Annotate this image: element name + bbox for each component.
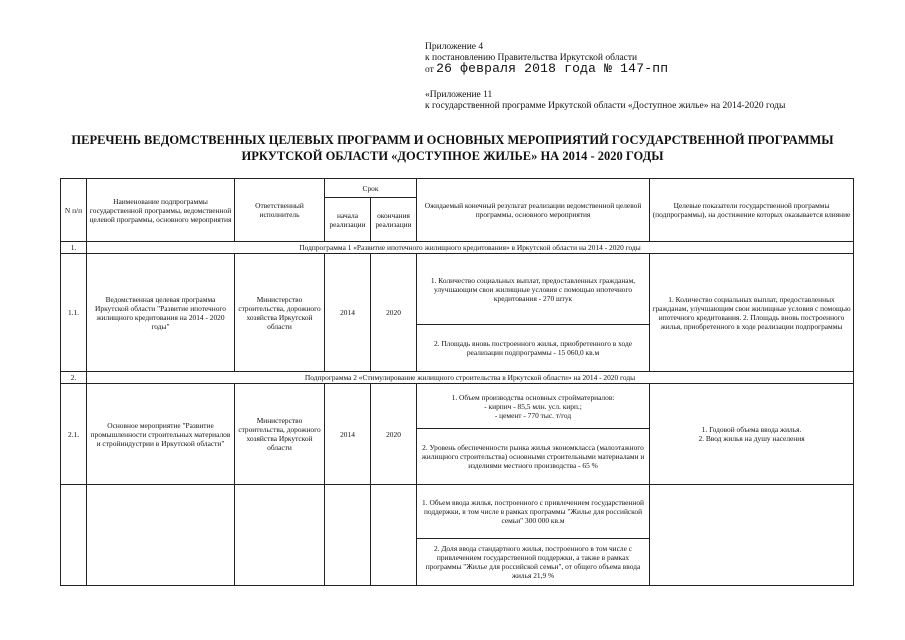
row-result-2: 2. Уровень обеспеченности рынка жилья экономкласса (малоэтажного жилищного строительства) основными строительными материалами и изделиями местного производства - 65 %: [417, 429, 650, 485]
row-executor: Министерство строительства, дорожного хозяйства Иркутской области: [235, 384, 325, 485]
row-indicators: [650, 384, 854, 485]
row-end: [371, 485, 417, 586]
row-indicators: 1. Количество социальных выплат, предоставленных гражданам, улучшающим свои жилищные условия с помощью ипотечного кредитования. 2. Площадь вновь построенного жилья, приобретенного в ходе реализации подпрограммы: [650, 254, 854, 372]
table-row: [61, 384, 854, 429]
row-executor: [235, 485, 325, 586]
header-start: начала реализации: [325, 198, 371, 242]
row-name: Основное мероприятие "Развитие промышленности строительных материалов и стройиндустрии в Иркутской области": [87, 384, 235, 485]
header-term: Срок: [325, 179, 417, 198]
resolution-ref: к постановлению Правительства Иркутской области: [425, 53, 638, 63]
row-start: [325, 485, 371, 586]
row-executor: Министерство строительства, дорожного хозяйства Иркутской области: [235, 254, 325, 372]
result-brick: - кирпич - 85,5 млн. усл. кирп.;: [484, 401, 582, 411]
row-start: 2014: [325, 254, 371, 372]
section-title: Подпрограмма 2 «Стимулирование жилищного строительства в Иркутской области» на 2014 - 2020 годы: [87, 372, 854, 384]
section-num: 1.: [61, 242, 87, 254]
date-number: 26 февраля 2018 года № 147-пп: [436, 61, 669, 76]
header-end: окончания реализации: [371, 198, 417, 242]
result-cement: - цемент - 770 тыс. т/год: [494, 410, 572, 420]
row-result-1: [417, 384, 650, 429]
appendix-label: Приложение 4: [425, 42, 484, 52]
row-name: Ведомственная целевая программа Иркутской области "Развитие ипотечного жилищного кредитования на 2014 - 2020 годы": [87, 254, 235, 372]
indicator-2: 2. Ввод жилья на душу населения: [698, 434, 805, 443]
table-row: [61, 485, 854, 539]
row-name: [87, 485, 235, 586]
row-start: 2014: [325, 384, 371, 485]
section-title: Подпрограмма 1 «Развитие ипотечного жилищного кредитования» в Иркутской области на 2014 - 2020 годы: [87, 242, 854, 254]
prior-appendix-label: «Приложение 11: [425, 90, 493, 100]
section-row-2: [61, 372, 854, 384]
header-indicators: Целевые показатели государственной программы (подпрограммы), на достижение которых оказывается влияние: [650, 179, 854, 242]
programs-table: [60, 178, 854, 586]
section-num: 2.: [61, 372, 87, 384]
header-name: Наименование подпрограммы государственной программы, ведомственной целевой программы, основного мероприятия: [87, 179, 235, 242]
row-indicators: [650, 485, 854, 586]
row-result-1: 1. Количество социальных выплат, предоставленных гражданам, улучшающим свои жилищные условия с помощью ипотечного кредитования - 270 штук: [417, 254, 650, 325]
program-ref: к государственной программе Иркутской области «Доступное жилье» на 2014-2020 годы: [425, 101, 786, 111]
title-line-1: ПЕРЕЧЕНЬ ВЕДОМСТВЕННЫХ ЦЕЛЕВЫХ ПРОГРАММ И ОСНОВНЫХ МЕРОПРИЯТИЙ ГОСУДАРСТВЕННОЙ ПРОГРАММЫ: [71, 133, 834, 147]
header-result: Ожидаемый конечный результат реализации ведомственной целевой программы, основного мероприятия: [417, 179, 650, 242]
result-title: 1. Объем производства основных стройматериалов:: [451, 392, 615, 402]
header-num: N п/п: [61, 179, 87, 242]
row-end: 2020: [371, 384, 417, 485]
document-title: [0, 132, 905, 164]
row-result-1: 1. Объем ввода жилья, построенного с привлечением государственной поддержки, в том числе в рамках программы "Жилье для российской семьи" 300 000 кв.м: [417, 485, 650, 539]
date-prefix: от: [425, 65, 434, 75]
indicator-1: 1. Годовой объема ввода жилья.: [701, 425, 802, 434]
resolution-date: [425, 63, 668, 76]
header-executor: Ответственный исполнитель: [235, 179, 325, 242]
row-result-2: 2. Площадь вновь построенного жилья, приобретенного в ходе реализации подпрограммы - 15 060,0 кв.м: [417, 325, 650, 372]
table-header-row: [61, 179, 854, 198]
row-result-2: 2. Доля ввода стандартного жилья, построенного в том числе с привлечением государственной поддержки, а также в рамках программы "Жилье для российской семьи", от общего объема ввода жилья 21,9 %: [417, 538, 650, 585]
row-end: 2020: [371, 254, 417, 372]
title-line-2: ИРКУТСКОЙ ОБЛАСТИ «ДОСТУПНОЕ ЖИЛЬЕ» НА 2014 - 2020 ГОДЫ: [241, 149, 664, 163]
section-row-1: [61, 242, 854, 254]
table-row: [61, 254, 854, 325]
row-num: [61, 485, 87, 586]
row-num: 1.1.: [61, 254, 87, 372]
row-num: 2.1.: [61, 384, 87, 485]
